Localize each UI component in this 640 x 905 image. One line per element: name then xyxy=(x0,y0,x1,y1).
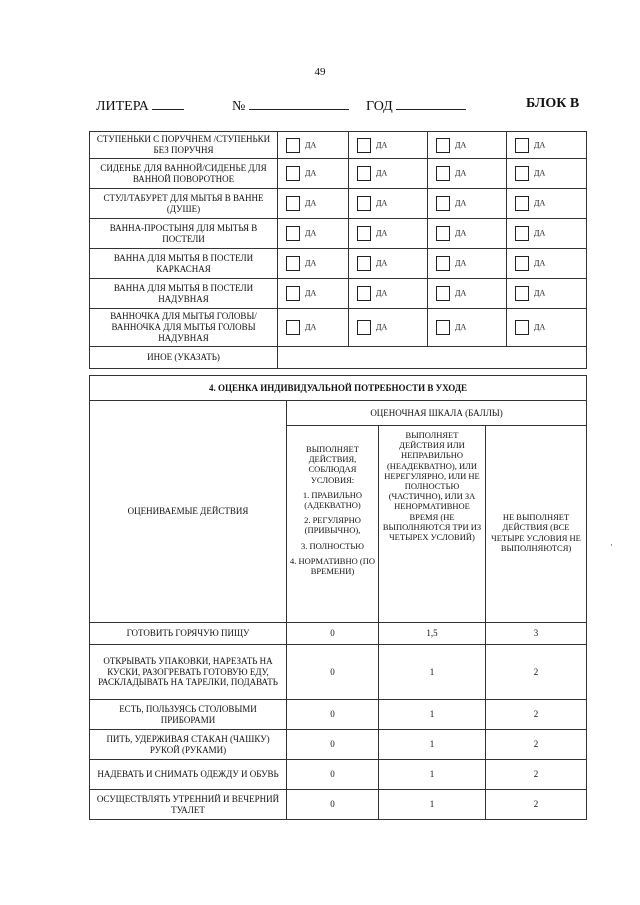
yes-checkbox[interactable] xyxy=(357,286,371,301)
equipment-row xyxy=(90,189,587,219)
score-none: 2 xyxy=(486,790,587,820)
yes-label: ДА xyxy=(534,288,546,298)
year-field xyxy=(366,96,466,115)
checkbox-cell xyxy=(507,249,587,279)
care-row xyxy=(90,790,587,820)
yes-label: ДА xyxy=(534,258,546,268)
score-partial: 1 xyxy=(379,790,486,820)
checkbox-cell xyxy=(428,132,507,159)
litera-label: ЛИТЕРА xyxy=(96,99,149,114)
other-row xyxy=(90,347,587,369)
checkbox-cell xyxy=(349,219,428,249)
condition-2: 2. РЕГУЛЯРНО (ПРИВЫЧНО), xyxy=(304,515,361,536)
checkbox-cell xyxy=(278,249,349,279)
yes-label: ДА xyxy=(534,168,546,178)
yes-checkbox[interactable] xyxy=(286,196,300,211)
litera-field xyxy=(96,96,184,115)
yes-checkbox[interactable] xyxy=(357,226,371,241)
care-row xyxy=(90,645,587,700)
score-full: 0 xyxy=(287,760,379,790)
checkbox-cell xyxy=(507,159,587,189)
score-full: 0 xyxy=(287,645,379,700)
score-partial: 1 xyxy=(379,730,486,760)
yes-checkbox[interactable] xyxy=(436,138,450,153)
yes-label: ДА xyxy=(534,140,546,150)
care-action-label: НАДЕВАТЬ И СНИМАТЬ ОДЕЖДУ И ОБУВЬ xyxy=(90,760,287,790)
yes-label: ДА xyxy=(376,258,388,268)
score-partial: 1,5 xyxy=(379,623,486,645)
checkbox-cell xyxy=(349,249,428,279)
care-needs-table xyxy=(89,375,587,820)
scale-col-full xyxy=(287,426,379,623)
yes-label: ДА xyxy=(455,140,467,150)
scale-col-none: НЕ ВЫПОЛНЯЕТ ДЕЙСТВИЯ (ВСЕ ЧЕТЫРЕ УСЛОВИЯ НЕ ВЫПОЛНЯЮТСЯ) xyxy=(486,426,587,623)
equipment-row xyxy=(90,249,587,279)
yes-label: ДА xyxy=(455,322,467,332)
yes-label: ДА xyxy=(534,228,546,238)
yes-checkbox[interactable] xyxy=(357,320,371,335)
condition-3: 3. ПОЛНОСТЬЮ xyxy=(301,540,364,551)
care-action-label: ПИТЬ, УДЕРЖИВАЯ СТАКАН (ЧАШКУ) РУКОЙ (РУКАМИ) xyxy=(90,730,287,760)
litera-blank[interactable] xyxy=(152,96,184,110)
yes-label: ДА xyxy=(305,288,317,298)
score-full: 0 xyxy=(287,700,379,730)
checkbox-cell xyxy=(349,159,428,189)
section-title: 4. ОЦЕНКА ИНДИВИДУАЛЬНОЙ ПОТРЕБНОСТИ В УХОДЕ xyxy=(90,376,587,401)
scale-header: ОЦЕНОЧНАЯ ШКАЛА (БАЛЛЫ) xyxy=(287,401,587,426)
score-partial: 1 xyxy=(379,760,486,790)
yes-checkbox[interactable] xyxy=(436,196,450,211)
condition-4: 4. НОРМАТИВНО (ПО ВРЕМЕНИ) xyxy=(290,555,375,576)
score-partial: 1 xyxy=(379,645,486,700)
yes-checkbox[interactable] xyxy=(357,256,371,271)
checkbox-cell xyxy=(278,159,349,189)
yes-checkbox[interactable] xyxy=(436,320,450,335)
yes-label: ДА xyxy=(455,198,467,208)
yes-label: ДА xyxy=(376,198,388,208)
equipment-label: СИДЕНЬЕ ДЛЯ ВАННОЙ/СИДЕНЬЕ ДЛЯ ВАННОЙ ПОВОРОТНОЕ xyxy=(90,159,278,189)
yes-checkbox[interactable] xyxy=(436,166,450,181)
equipment-table xyxy=(89,131,587,369)
yes-checkbox[interactable] xyxy=(286,256,300,271)
yes-checkbox[interactable] xyxy=(515,320,529,335)
yes-checkbox[interactable] xyxy=(357,138,371,153)
yes-checkbox[interactable] xyxy=(515,226,529,241)
yes-checkbox[interactable] xyxy=(515,286,529,301)
yes-checkbox[interactable] xyxy=(515,166,529,181)
yes-label: ДА xyxy=(455,168,467,178)
care-row xyxy=(90,760,587,790)
equipment-row xyxy=(90,279,587,309)
care-action-label: ГОТОВИТЬ ГОРЯЧУЮ ПИЩУ xyxy=(90,623,287,645)
checkbox-cell xyxy=(428,219,507,249)
yes-checkbox[interactable] xyxy=(436,286,450,301)
yes-label: ДА xyxy=(376,228,388,238)
score-full: 0 xyxy=(287,730,379,760)
yes-label: ДА xyxy=(376,322,388,332)
margin-mark: · xyxy=(610,540,613,550)
checkbox-cell xyxy=(278,189,349,219)
checkbox-cell xyxy=(507,132,587,159)
other-input[interactable] xyxy=(278,347,587,369)
other-label: ИНОЕ (УКАЗАТЬ) xyxy=(90,347,278,369)
yes-label: ДА xyxy=(534,198,546,208)
score-full: 0 xyxy=(287,623,379,645)
yes-checkbox[interactable] xyxy=(357,196,371,211)
checkbox-cell xyxy=(428,189,507,219)
yes-checkbox[interactable] xyxy=(436,256,450,271)
checkbox-cell xyxy=(278,132,349,159)
equipment-row xyxy=(90,219,587,249)
care-action-label: ОТКРЫВАТЬ УПАКОВКИ, НАРЕЗАТЬ НА КУСКИ, РАЗОГРЕВАТЬ ГОТОВУЮ ЕДУ, РАСКЛАДЫВАТЬ НА ТАРЕЛКИ, ПОДАВАТЬ xyxy=(90,645,287,700)
yes-label: ДА xyxy=(534,322,546,332)
yes-label: ДА xyxy=(305,322,317,332)
checkbox-cell xyxy=(278,219,349,249)
yes-checkbox[interactable] xyxy=(286,286,300,301)
yes-checkbox[interactable] xyxy=(515,138,529,153)
yes-checkbox[interactable] xyxy=(357,166,371,181)
actions-header: ОЦЕНИВАЕМЫЕ ДЕЙСТВИЯ xyxy=(90,401,287,623)
checkbox-cell xyxy=(349,309,428,347)
checkbox-cell xyxy=(507,279,587,309)
equipment-label: ВАННА ДЛЯ МЫТЬЯ В ПОСТЕЛИ КАРКАСНАЯ xyxy=(90,249,278,279)
yes-label: ДА xyxy=(305,258,317,268)
score-none: 2 xyxy=(486,645,587,700)
checkbox-cell xyxy=(349,189,428,219)
score-none: 2 xyxy=(486,760,587,790)
checkbox-cell xyxy=(428,279,507,309)
yes-label: ДА xyxy=(376,168,388,178)
checkbox-cell xyxy=(428,159,507,189)
equipment-label: СТУЛ/ТАБУРЕТ ДЛЯ МЫТЬЯ В ВАННЕ (ДУШЕ) xyxy=(90,189,278,219)
care-action-label: ОСУЩЕСТВЛЯТЬ УТРЕННИЙ И ВЕЧЕРНИЙ ТУАЛЕТ xyxy=(90,790,287,820)
checkbox-cell xyxy=(507,219,587,249)
yes-label: ДА xyxy=(455,288,467,298)
yes-label: ДА xyxy=(455,228,467,238)
care-action-label: ЕСТЬ, ПОЛЬЗУЯСЬ СТОЛОВЫМИ ПРИБОРАМИ xyxy=(90,700,287,730)
checkbox-cell xyxy=(349,279,428,309)
number-field xyxy=(232,96,349,115)
equipment-row xyxy=(90,309,587,347)
yes-label: ДА xyxy=(376,140,388,150)
yes-label: ДА xyxy=(305,140,317,150)
care-row xyxy=(90,623,587,645)
checkbox-cell xyxy=(428,309,507,347)
yes-checkbox[interactable] xyxy=(436,226,450,241)
block-label: БЛОК В xyxy=(526,96,580,111)
yes-checkbox[interactable] xyxy=(286,166,300,181)
yes-label: ДА xyxy=(305,228,317,238)
equipment-row xyxy=(90,132,587,159)
score-full: 0 xyxy=(287,790,379,820)
scale-col-full-intro: ВЫПОЛНЯЕТ ДЕЙСТВИЯ, СОБЛЮДАЯ УСЛОВИЯ: xyxy=(306,444,359,485)
care-row xyxy=(90,730,587,760)
equipment-label: ВАННОЧКА ДЛЯ МЫТЬЯ ГОЛОВЫ/ ВАННОЧКА ДЛЯ МЫТЬЯ ГОЛОВЫ НАДУВНАЯ xyxy=(90,309,278,347)
checkbox-cell xyxy=(278,309,349,347)
form-header xyxy=(96,96,586,116)
page-number: 49 xyxy=(314,66,326,78)
score-none: 2 xyxy=(486,730,587,760)
yes-checkbox[interactable] xyxy=(515,196,529,211)
equipment-label: СТУПЕНЬКИ С ПОРУЧНЕМ /СТУПЕНЬКИ БЕЗ ПОРУЧНЯ xyxy=(90,132,278,159)
yes-checkbox[interactable] xyxy=(286,138,300,153)
checkbox-cell xyxy=(428,249,507,279)
yes-label: ДА xyxy=(305,168,317,178)
condition-1: 1. ПРАВИЛЬНО (АДЕКВАТНО) xyxy=(302,489,363,510)
yes-label: ДА xyxy=(305,198,317,208)
score-none: 3 xyxy=(486,623,587,645)
equipment-label: ВАННА ДЛЯ МЫТЬЯ В ПОСТЕЛИ НАДУВНАЯ xyxy=(90,279,278,309)
yes-label: ДА xyxy=(376,288,388,298)
number-label: № xyxy=(232,99,246,114)
yes-label: ДА xyxy=(455,258,467,268)
equipment-row xyxy=(90,159,587,189)
score-none: 2 xyxy=(486,700,587,730)
scale-col-partial: ВЫПОЛНЯЕТ ДЕЙСТВИЯ ИЛИ НЕПРАВИЛЬНО (НЕАДЕКВАТНО), ИЛИ НЕРЕГУЛЯРНО, ИЛИ НЕ ПОЛНОСТЬЮ (ЧАСТИЧНО), ИЛИ ЗА НЕНОРМАТИВНОЕ ВРЕМЯ (НЕ ВЫПОЛНЯЮТСЯ ТРИ ИЗ ЧЕТЫРЕХ УСЛОВИЙ) xyxy=(379,426,486,623)
yes-checkbox[interactable] xyxy=(286,320,300,335)
yes-checkbox[interactable] xyxy=(515,256,529,271)
checkbox-cell xyxy=(507,189,587,219)
score-partial: 1 xyxy=(379,700,486,730)
checkbox-cell xyxy=(507,309,587,347)
year-blank[interactable] xyxy=(396,96,466,110)
checkbox-cell xyxy=(349,132,428,159)
yes-checkbox[interactable] xyxy=(286,226,300,241)
equipment-label: ВАННА-ПРОСТЫНЯ ДЛЯ МЫТЬЯ В ПОСТЕЛИ xyxy=(90,219,278,249)
number-blank[interactable] xyxy=(249,96,349,110)
checkbox-cell xyxy=(278,279,349,309)
care-row xyxy=(90,700,587,730)
year-label: ГОД xyxy=(366,99,393,114)
